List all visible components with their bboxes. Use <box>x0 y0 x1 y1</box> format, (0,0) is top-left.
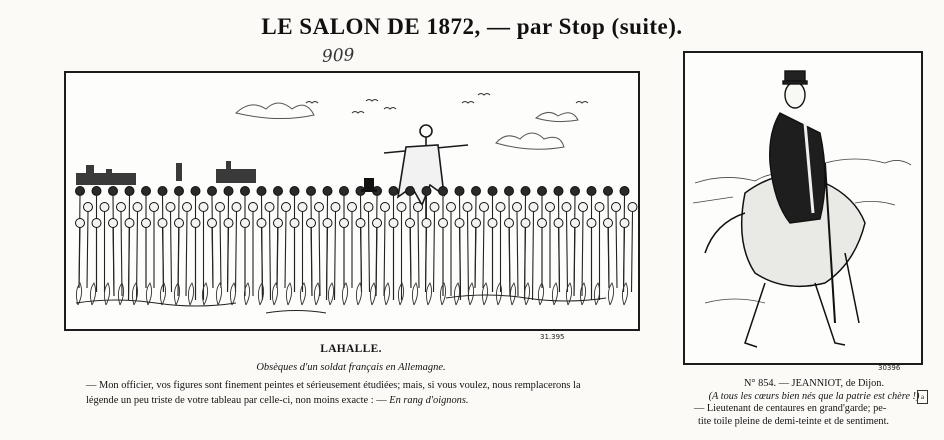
commentary-line-2 <box>86 393 636 408</box>
commentary-punchline: En rang d'oignons. <box>389 395 469 406</box>
centaur-officer-drawing <box>685 53 921 363</box>
right-caption-text-2: tite toile pleine de demi-teinte et de sentiment. <box>698 415 890 427</box>
lahalle-illustration <box>64 71 640 331</box>
commentary-line-2-plain: légende un peu triste de votre tableau par celle-ci, non moins exacte : — <box>86 395 390 406</box>
left-artist-name: LAHALLE. <box>320 343 382 355</box>
commentary-line-1: — Mon officier, vos figures sont finement peintes et sérieusement étudiées; mais, si vous voulez, nous remplacerons la <box>86 380 581 391</box>
right-caption <box>694 378 934 428</box>
page-title: LE SALON DE 1872, — par Stop (suite). <box>261 14 683 39</box>
onion-field-drawing <box>66 73 638 329</box>
left-artwork-title: Obsèques d'un soldat français en Allemagne. <box>256 362 446 373</box>
page-margin-mark: a <box>917 390 928 404</box>
artwork-number-left: 31.395 <box>540 333 565 341</box>
handwritten-page-number: 909 <box>321 45 355 67</box>
jeanniot-illustration <box>683 51 923 365</box>
right-caption-text-1: — Lieutenant de centaures en grand'garde; pe- <box>694 403 887 414</box>
right-caption-number-artist: N° 854. — JEANNIOT, de Dijon. <box>743 378 885 389</box>
left-commentary <box>86 378 636 408</box>
artwork-number-right: 30396 <box>878 364 901 372</box>
onion-heads <box>76 187 638 306</box>
right-caption-quote: (A tous les cœurs bien nés que la patrie est chère !) <box>708 390 920 402</box>
